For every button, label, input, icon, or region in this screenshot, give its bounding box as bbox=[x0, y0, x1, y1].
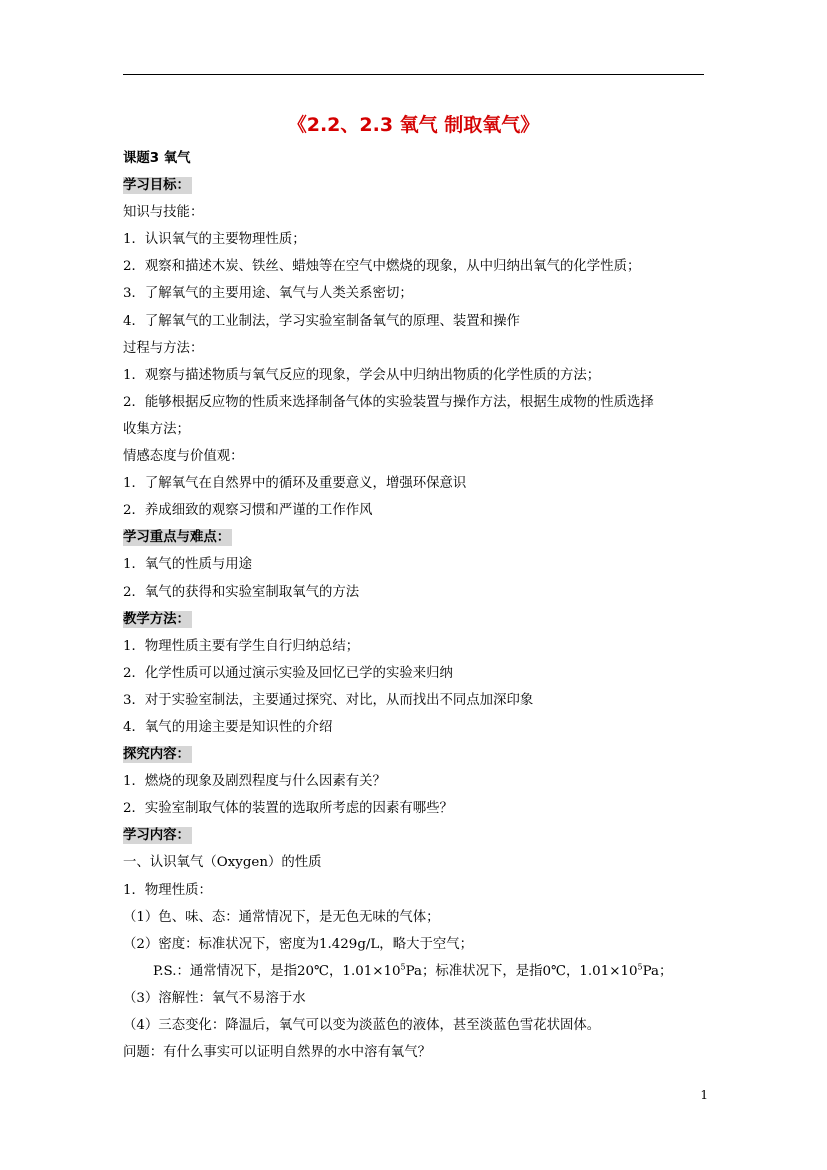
process-label: 过程与方法： bbox=[123, 340, 204, 356]
list-item: 3．对于实验室制法，主要通过探究、对比，从而找出不同点加深印象 bbox=[123, 692, 534, 708]
list-item: 2．实验室制取气体的装置的选取所考虑的因素有哪些？ bbox=[123, 801, 453, 817]
section-heading-methods bbox=[123, 606, 708, 633]
section-heading-objectives bbox=[123, 172, 708, 199]
key-points-heading-text: 学习重点与难点： bbox=[123, 530, 231, 546]
ps-note bbox=[123, 958, 708, 985]
property-phase-change: （4）三态变化：降温后，氧气可以变为淡蓝色的液体，甚至淡蓝色雪花状固体。 bbox=[123, 1018, 601, 1033]
property-color-smell-state: （1）色、味、态：通常情况下，是无色无味的气体； bbox=[123, 909, 440, 925]
physical-properties-label: 1．物理性质： bbox=[123, 882, 212, 898]
document-body bbox=[123, 145, 708, 1066]
list-item: 1．燃烧的现象及剧烈程度与什么因素有关？ bbox=[123, 774, 386, 790]
ps-note-part-b: Pa；标准状况下，是指0℃，1.01×10 bbox=[405, 963, 638, 979]
list-item: 4．了解氧气的工业制法，学习实验室制备氧气的原理、装置和操作 bbox=[123, 313, 520, 329]
list-item: 2．观察和描述木炭、铁丝、蜡烛等在空气中燃烧的现象，从中归纳出氧气的化学性质； bbox=[123, 259, 641, 275]
property-solubility: （3）溶解性：氧气不易溶于水 bbox=[123, 990, 306, 1006]
header-rule bbox=[123, 74, 704, 75]
part-heading: 一、认识氧气（Oxygen）的性质 bbox=[123, 855, 322, 871]
section-heading-content bbox=[123, 822, 708, 849]
methods-heading-text: 教学方法： bbox=[123, 611, 190, 627]
objectives-heading-text: 学习目标： bbox=[123, 178, 190, 194]
list-item: 1．了解氧气在自然界中的循环及重要意义，增强环保意识 bbox=[123, 476, 467, 492]
list-item: 1．氧气的性质与用途 bbox=[123, 557, 253, 573]
list-item: 1．认识氧气的主要物理性质； bbox=[123, 232, 306, 248]
list-item: 3．了解氧气的主要用途、氧气与人类关系密切； bbox=[123, 286, 413, 302]
list-item: 2．养成细致的观察习惯和严谨的工作作风 bbox=[123, 503, 373, 519]
property-density: （2）密度：标准状况下，密度为1.429g/L，略大于空气； bbox=[123, 936, 474, 952]
list-item: 2．能够根据反应物的性质来选择制备气体的实验装置与操作方法，根据生成物的性质选择 bbox=[123, 394, 654, 410]
section-heading-inquiry bbox=[123, 741, 708, 768]
list-item: 1．观察与描述物质与氧气反应的现象，学会从中归纳出物质的化学性质的方法； bbox=[123, 367, 601, 383]
list-item: 1．物理性质主要有学生自行归纳总结； bbox=[123, 638, 360, 654]
emotion-label: 情感态度与价值观： bbox=[123, 449, 244, 465]
inquiry-heading-text: 探究内容： bbox=[123, 747, 190, 763]
page-number: 1 bbox=[700, 1088, 708, 1102]
list-item-continuation: 收集方法； bbox=[123, 421, 190, 437]
content-heading-text: 学习内容： bbox=[123, 828, 190, 844]
question: 问题：有什么事实可以证明自然界的水中溶有氧气？ bbox=[123, 1045, 431, 1061]
lesson-heading: 课题3 氧气 bbox=[123, 151, 191, 166]
section-heading-key-points bbox=[123, 524, 708, 551]
ps-note-exponent-1: 5 bbox=[400, 962, 406, 972]
document-title: 《2.2、2.3 氧气 制取氧气》 bbox=[287, 114, 540, 136]
list-item: 2．氧气的获得和实验室制取氧气的方法 bbox=[123, 584, 360, 600]
ps-note-part-c: Pa； bbox=[642, 963, 673, 979]
ps-note-part-a: P.S.：通常情况下，是指20℃，1.01×10 bbox=[153, 963, 401, 979]
knowledge-label: 知识与技能： bbox=[123, 205, 204, 221]
list-item: 2．化学性质可以通过演示实验及回忆已学的实验来归纳 bbox=[123, 665, 453, 681]
ps-note-exponent-2: 5 bbox=[637, 962, 643, 972]
list-item: 4．氧气的用途主要是知识性的介绍 bbox=[123, 719, 333, 735]
